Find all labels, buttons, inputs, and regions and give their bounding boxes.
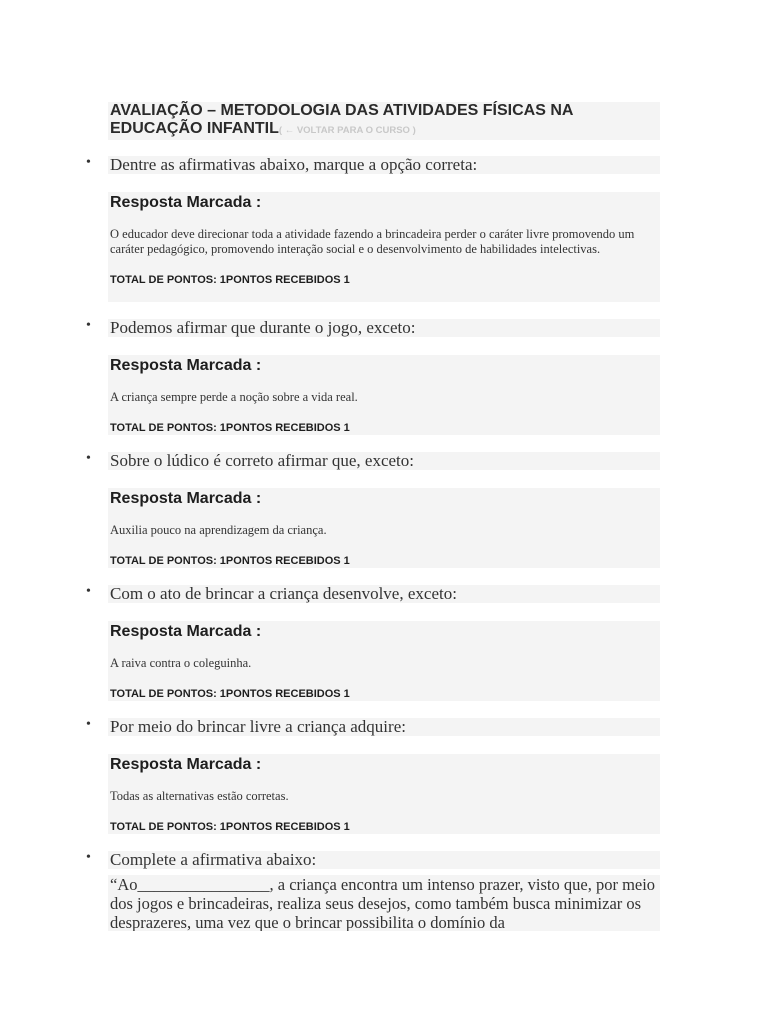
answer-box <box>108 192 660 302</box>
bullet-icon: • <box>86 584 91 599</box>
header <box>108 102 660 140</box>
bullet-icon: • <box>86 318 91 333</box>
score-text: TOTAL DE PONTOS: 1PONTOS RECEBIDOS 1 <box>110 821 350 833</box>
score-text: TOTAL DE PONTOS: 1PONTOS RECEBIDOS 1 <box>110 274 350 286</box>
question-text: Por meio do brincar livre a criança adquire: <box>110 717 406 736</box>
answer-text: O educador deve direcionar toda a atividade fazendo a brincadeira perder o caráter livre promovendo um caráter pedagógico, promovendo interação social e o desenvolvimento de habilidades intelectivas. <box>110 227 635 256</box>
question-block <box>86 718 660 834</box>
score-text: TOTAL DE PONTOS: 1PONTOS RECEBIDOS 1 <box>110 688 350 700</box>
answer-box <box>108 754 660 834</box>
title-text: AVALIAÇÃO – METODOLOGIA DAS ATIVIDADES FÍSICAS NA EDUCAÇÃO INFANTIL <box>110 102 573 137</box>
question-block <box>86 452 660 568</box>
answer-label: Resposta Marcada : <box>110 357 262 374</box>
question-block <box>86 156 660 302</box>
answer-box <box>108 488 660 568</box>
question-block <box>86 585 660 701</box>
question-block <box>86 319 660 435</box>
question-text: Sobre o lúdico é correto afirmar que, exceto: <box>110 451 414 470</box>
bullet-icon: • <box>86 155 91 170</box>
question-text: Podemos afirmar que durante o jogo, exceto: <box>110 318 416 337</box>
question-line <box>86 318 660 337</box>
score-text: TOTAL DE PONTOS: 1PONTOS RECEBIDOS 1 <box>110 555 350 567</box>
page-title <box>108 102 660 140</box>
answer-label: Resposta Marcada : <box>110 490 262 507</box>
bullet-icon: • <box>86 717 91 732</box>
bullet-icon: • <box>86 850 91 865</box>
answer-box <box>108 621 660 701</box>
question-text: Dentre as afirmativas abaixo, marque a opção correta: <box>110 155 478 174</box>
answer-label: Resposta Marcada : <box>110 194 262 211</box>
score-text: TOTAL DE PONTOS: 1PONTOS RECEBIDOS 1 <box>110 422 350 434</box>
question-line <box>86 850 660 869</box>
answer-label: Resposta Marcada : <box>110 623 262 640</box>
question-line <box>86 155 660 174</box>
question-block <box>86 851 660 931</box>
answer-box <box>108 355 660 435</box>
question-line <box>86 584 660 603</box>
back-to-course-link[interactable]: ( ← VOLTAR PARA O CURSO ) <box>278 125 416 136</box>
question-text: Com o ato de brincar a criança desenvolve, exceto: <box>110 584 457 603</box>
answer-label: Resposta Marcada : <box>110 756 262 773</box>
answer-text: A criança sempre perde a noção sobre a vida real. <box>110 390 358 404</box>
question-line <box>86 717 660 736</box>
answer-text: Todas as alternativas estão corretas. <box>110 789 289 803</box>
answer-text: A raiva contra o coleguinha. <box>110 656 252 670</box>
question-text: Complete a afirmativa abaixo: <box>110 850 317 869</box>
bullet-icon: • <box>86 451 91 466</box>
quote-text: “Ao________________, a criança encontra um intenso prazer, visto que, por meio dos jogos e brincadeiras, realiza seus desejos, como também busca minimizar os desprazeres, uma vez que o brincar possibilita o domínio da <box>108 875 660 931</box>
question-line <box>86 451 660 470</box>
answer-text: Auxilia pouco na aprendizagem da criança. <box>110 523 327 537</box>
